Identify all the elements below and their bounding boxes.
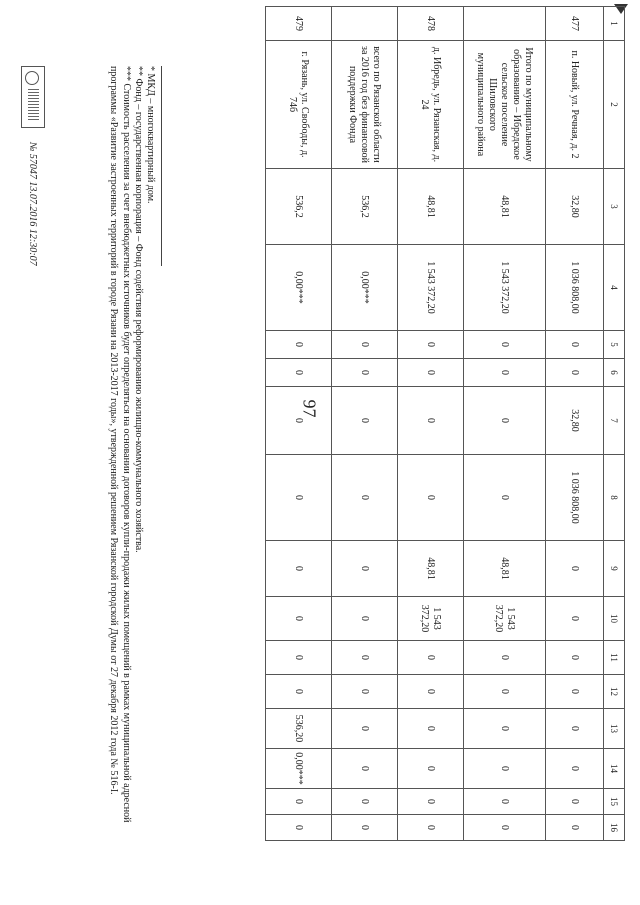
address-cell: Итого по муниципальному образованию – Ибредское сельское поселение Шиловского муниципального района xyxy=(464,41,546,169)
value-cell: 0 xyxy=(332,641,398,675)
value-cell: 0 xyxy=(398,455,464,541)
value-cell: 48,81 xyxy=(464,169,546,245)
table-row xyxy=(546,7,604,841)
value-cell: 0 xyxy=(332,359,398,387)
footnotes xyxy=(107,66,162,856)
table-row xyxy=(464,7,546,841)
value-cell: 536,20 xyxy=(266,709,332,749)
table-header-row xyxy=(604,7,625,841)
header-cell: 7 xyxy=(604,387,625,455)
row-number-cell: 478 xyxy=(398,7,464,41)
value-cell: 0 xyxy=(546,597,604,641)
value-cell: 0 xyxy=(332,675,398,709)
value-cell: 1 036 808,00 xyxy=(546,455,604,541)
header-cell: 3 xyxy=(604,169,625,245)
header-cell: 1 xyxy=(604,7,625,41)
value-cell: 0 xyxy=(398,709,464,749)
value-cell: 0 xyxy=(546,541,604,597)
header-cell: 12 xyxy=(604,675,625,709)
value-cell: 1 543 372,20 xyxy=(464,245,546,331)
value-cell: 0 xyxy=(464,331,546,359)
value-cell: 0 xyxy=(266,387,332,455)
header-cell: 6 xyxy=(604,359,625,387)
address-cell: п. Новый, ул. Речная, д. 2 xyxy=(546,41,604,169)
value-cell: 536,2 xyxy=(266,169,332,245)
value-cell: 0 xyxy=(398,331,464,359)
header-cell: 10 xyxy=(604,597,625,641)
value-cell: 0 xyxy=(332,597,398,641)
value-cell: 0 xyxy=(546,359,604,387)
header-cell: 4 xyxy=(604,245,625,331)
value-cell: 48,81 xyxy=(398,169,464,245)
value-cell: 0 xyxy=(464,789,546,815)
value-cell: 0 xyxy=(464,387,546,455)
footnote-rule xyxy=(161,66,162,266)
value-cell: 0 xyxy=(266,641,332,675)
header-cell: 2 xyxy=(604,41,625,169)
address-cell: д. Ибредь, ул. Рязанская, д. 24 xyxy=(398,41,464,169)
value-cell: 0 xyxy=(546,331,604,359)
row-number-cell: 477 xyxy=(546,7,604,41)
value-cell: 0 xyxy=(464,455,546,541)
header-cell: 9 xyxy=(604,541,625,597)
value-cell: 0 xyxy=(332,455,398,541)
value-cell: 0 xyxy=(464,641,546,675)
value-cell: 0 xyxy=(332,749,398,789)
value-cell: 0 xyxy=(398,749,464,789)
footnote-3: *** Стоимость расселения за счет внебюджетных источников будет определяться на основании договоров купли-продажи жилых помещений в рамках муниципальной адресной программы «Развитие застроенных территорий в городе Рязани на 2013-2017 годы», утвержденной решением Рязанской городской Думы от 27 декабря 2012 года № 516-I. xyxy=(108,66,132,823)
value-cell: 0 xyxy=(332,709,398,749)
stamp-text: № 57047 13.07.2016 12:30:07 xyxy=(27,142,39,266)
page-number: 97 xyxy=(299,399,320,418)
value-cell: 0 xyxy=(464,675,546,709)
value-cell: 0 xyxy=(266,455,332,541)
value-cell: 48,81 xyxy=(464,541,546,597)
value-cell: 0 xyxy=(398,815,464,841)
value-cell: 0,00*** xyxy=(266,245,332,331)
registration-stamp xyxy=(21,66,45,266)
value-cell: 0 xyxy=(266,597,332,641)
rotated-document xyxy=(5,6,625,886)
value-cell: 0 xyxy=(546,789,604,815)
value-cell: 0 xyxy=(464,359,546,387)
value-cell: 0 xyxy=(464,709,546,749)
value-cell: 0 xyxy=(398,359,464,387)
table-body xyxy=(266,7,625,841)
row-number-cell xyxy=(332,7,398,41)
value-cell: 0 xyxy=(266,359,332,387)
footnote-1: * МКД – многоквартирный дом. xyxy=(145,66,156,204)
footnote-2: ** Фонд – государственная корпорация – Фонд содействия реформированию жилищно-коммунального хозяйства. xyxy=(132,66,144,553)
value-cell: 1 543 372,20 xyxy=(398,245,464,331)
value-cell: 1 036 808,00 xyxy=(546,245,604,331)
value-cell: 0 xyxy=(546,675,604,709)
value-cell: 0 xyxy=(398,789,464,815)
value-cell: 0 xyxy=(546,641,604,675)
value-cell: 0 xyxy=(332,387,398,455)
value-cell: 0 xyxy=(546,815,604,841)
value-cell: 0 xyxy=(546,709,604,749)
value-cell: 0 xyxy=(398,387,464,455)
header-cell: 11 xyxy=(604,641,625,675)
stamp-seal xyxy=(21,66,45,128)
value-cell: 536,2 xyxy=(332,169,398,245)
header-cell: 8 xyxy=(604,455,625,541)
value-cell: 32,80 xyxy=(546,169,604,245)
header-cell: 5 xyxy=(604,331,625,359)
value-cell: 0 xyxy=(332,541,398,597)
header-cell: 16 xyxy=(604,815,625,841)
address-cell: г. Рязань, ул. Свободы, д. 74б xyxy=(266,41,332,169)
value-cell: 0 xyxy=(332,789,398,815)
value-cell: 0 xyxy=(398,641,464,675)
value-cell: 0 xyxy=(266,675,332,709)
value-cell: 0 xyxy=(546,749,604,789)
table-row xyxy=(398,7,464,841)
value-cell: 0 xyxy=(464,749,546,789)
value-cell: 0 xyxy=(398,675,464,709)
value-cell: 0 xyxy=(332,815,398,841)
value-cell: 0 xyxy=(464,815,546,841)
header-cell: 13 xyxy=(604,709,625,749)
value-cell: 0 xyxy=(266,331,332,359)
value-cell: 0 xyxy=(266,541,332,597)
value-cell: 0 xyxy=(332,331,398,359)
value-cell: 0,00*** xyxy=(332,245,398,331)
value-cell: 1 543 372,20 xyxy=(398,597,464,641)
value-cell: 32,80 xyxy=(546,387,604,455)
table-row xyxy=(266,7,332,841)
table-row xyxy=(332,7,398,841)
value-cell: 0 xyxy=(266,815,332,841)
header-cell: 14 xyxy=(604,749,625,789)
value-cell: 0 xyxy=(266,789,332,815)
row-number-cell: 479 xyxy=(266,7,332,41)
value-cell: 48,81 xyxy=(398,541,464,597)
registry-table xyxy=(265,6,625,841)
row-number-cell xyxy=(464,7,546,41)
header-cell: 15 xyxy=(604,789,625,815)
address-cell: всего по Рязанской области за 2016 год без финансовой поддержки Фонда xyxy=(332,41,398,169)
value-cell: 0,00*** xyxy=(266,749,332,789)
value-cell: 1 543 372,20 xyxy=(464,597,546,641)
